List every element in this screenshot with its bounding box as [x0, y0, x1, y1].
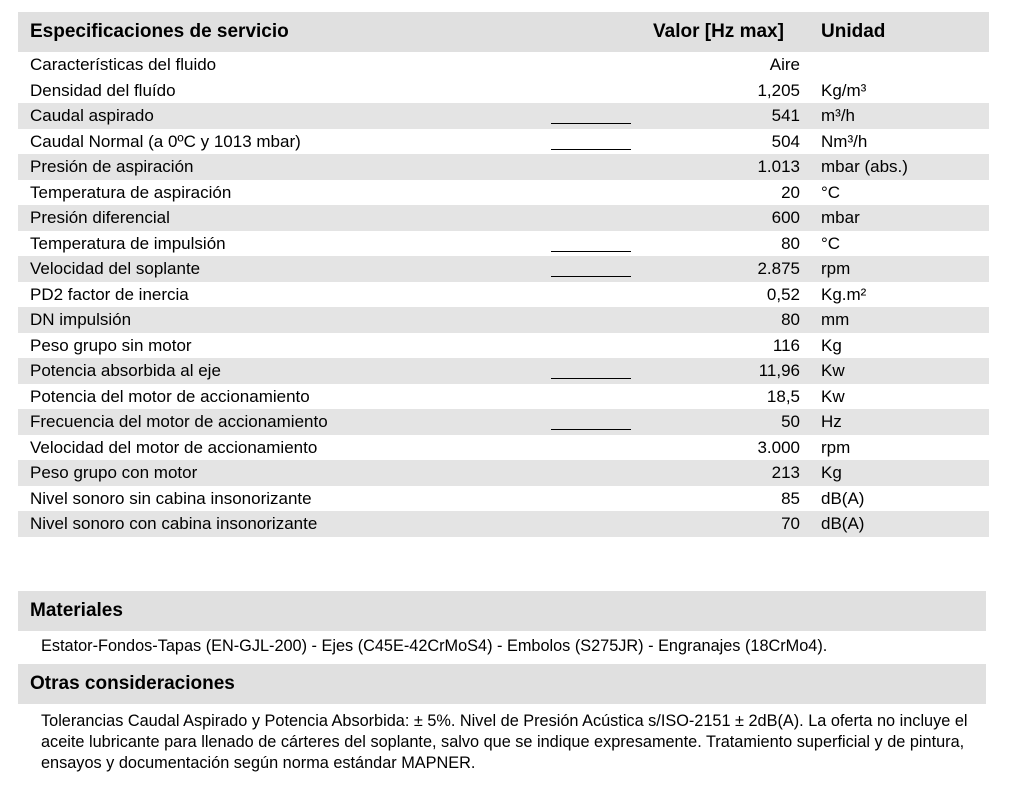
row-unit: rpm — [821, 437, 851, 457]
row-value: 20 — [781, 182, 800, 202]
table-row — [18, 384, 989, 410]
row-value: 504 — [771, 131, 800, 151]
row-value: 0,52 — [766, 284, 800, 304]
row-label: Temperatura de aspiración — [30, 182, 232, 202]
row-label: Temperatura de impulsión — [30, 233, 226, 253]
row-unit: mbar (abs.) — [821, 157, 908, 176]
row-value: 85 — [781, 488, 800, 508]
row-label: Presión diferencial — [30, 208, 170, 227]
row-unit: Kw — [821, 386, 845, 406]
table-row — [18, 486, 989, 512]
table-row — [18, 460, 989, 486]
table-row — [18, 307, 989, 333]
table-row — [18, 231, 989, 257]
row-unit: Hz — [821, 412, 842, 431]
row-unit: m³/h — [821, 106, 855, 125]
row-value: 70 — [781, 514, 800, 533]
row-value: 11,96 — [758, 361, 800, 380]
row-label: Potencia del motor de accionamiento — [30, 386, 310, 406]
row-unit: Nm³/h — [821, 131, 868, 151]
header-label: Especificaciones de servicio — [30, 21, 289, 42]
row-unit: dB(A) — [821, 488, 865, 508]
row-label: Velocidad del motor de accionamiento — [30, 437, 318, 457]
blank-line — [551, 428, 631, 430]
row-unit: Kg/m³ — [821, 80, 867, 100]
row-value: 541 — [771, 106, 800, 125]
considerations-title: Otras consideraciones — [30, 673, 235, 694]
header-unit: Unidad — [821, 21, 886, 42]
row-label: Características del fluido — [30, 55, 217, 74]
row-label: Velocidad del soplante — [30, 259, 201, 278]
blank-line — [551, 122, 631, 124]
table-row — [18, 256, 989, 282]
row-value: 213 — [771, 463, 800, 482]
row-unit: rpm — [821, 259, 851, 278]
table-row — [18, 333, 989, 359]
service-specifications-table — [18, 12, 989, 537]
row-label: Frecuencia del motor de accionamiento — [30, 412, 328, 431]
row-label: Caudal Normal (a 0ºC y 1013 mbar) — [30, 131, 301, 151]
blank-line — [551, 148, 631, 150]
row-value: 116 — [772, 335, 800, 355]
table-header — [18, 12, 989, 52]
blank-line — [551, 250, 631, 252]
row-unit: mm — [821, 310, 850, 329]
row-unit: Kw — [821, 361, 845, 380]
row-label: Densidad del fluído — [30, 80, 176, 100]
table-row — [18, 282, 989, 308]
row-unit: Kg — [821, 463, 842, 482]
row-value: 80 — [781, 233, 800, 253]
row-label: Peso grupo con motor — [30, 463, 198, 482]
row-label: Caudal aspirado — [30, 106, 154, 125]
table-row — [18, 103, 989, 129]
row-unit: °C — [821, 233, 841, 253]
considerations-header — [18, 664, 986, 704]
row-value: 1.013 — [757, 157, 800, 176]
row-unit: mbar — [821, 208, 860, 227]
row-value: 50 — [781, 412, 800, 431]
materials-text: Estator-Fondos-Tapas (EN-GJL-200) - Ejes (C45E-42CrMoS4) - Embolos (S275JR) - Engranajes (18CrMo4). — [41, 637, 828, 655]
row-unit: dB(A) — [821, 514, 865, 533]
table-row — [18, 52, 989, 78]
row-label: Nivel sonoro con cabina insonorizante — [30, 514, 318, 533]
row-value: 80 — [781, 310, 800, 329]
row-value: 2.875 — [757, 259, 800, 278]
row-label: Presión de aspiración — [30, 157, 194, 176]
table-row — [18, 358, 989, 384]
row-label: Peso grupo sin motor — [30, 335, 192, 355]
row-unit: Kg — [821, 335, 842, 355]
row-value: 3.000 — [757, 437, 800, 457]
row-label: Nivel sonoro sin cabina insonorizante — [30, 488, 312, 508]
materials-header — [18, 591, 986, 631]
table-row — [18, 180, 989, 206]
row-label: Potencia absorbida al eje — [30, 361, 221, 380]
header-value: Valor [Hz max] — [653, 21, 784, 42]
blank-line — [551, 377, 631, 379]
row-value: Aire — [769, 55, 800, 74]
row-label: PD2 factor de inercia — [30, 284, 189, 304]
row-unit: °C — [821, 182, 841, 202]
table-body — [18, 52, 989, 537]
blank-line — [551, 275, 631, 277]
row-value: 18,5 — [766, 386, 800, 406]
row-unit: Kg.m² — [821, 284, 867, 304]
table-row — [18, 129, 989, 155]
row-value: 600 — [771, 208, 800, 227]
table-row — [18, 205, 989, 231]
considerations-text: Tolerancias Caudal Aspirado y Potencia Absorbida: ± 5%. Nivel de Presión Acústica s/ISO-2151 ± 2dB(A). La oferta no incluye el aceite lubricante para llenado de cárteres del soplante, salvo que se indique expresamente. Tratamiento superficial y de pintura, ensayos y documentación según norma estándar MAPNER. — [41, 712, 968, 772]
row-label: DN impulsión — [30, 310, 132, 329]
table-row — [18, 78, 989, 104]
table-row — [18, 409, 989, 435]
table-row — [18, 154, 989, 180]
table-row — [18, 511, 989, 537]
row-value: 1,205 — [757, 80, 800, 100]
table-row — [18, 435, 989, 461]
materials-title: Materiales — [30, 600, 123, 621]
